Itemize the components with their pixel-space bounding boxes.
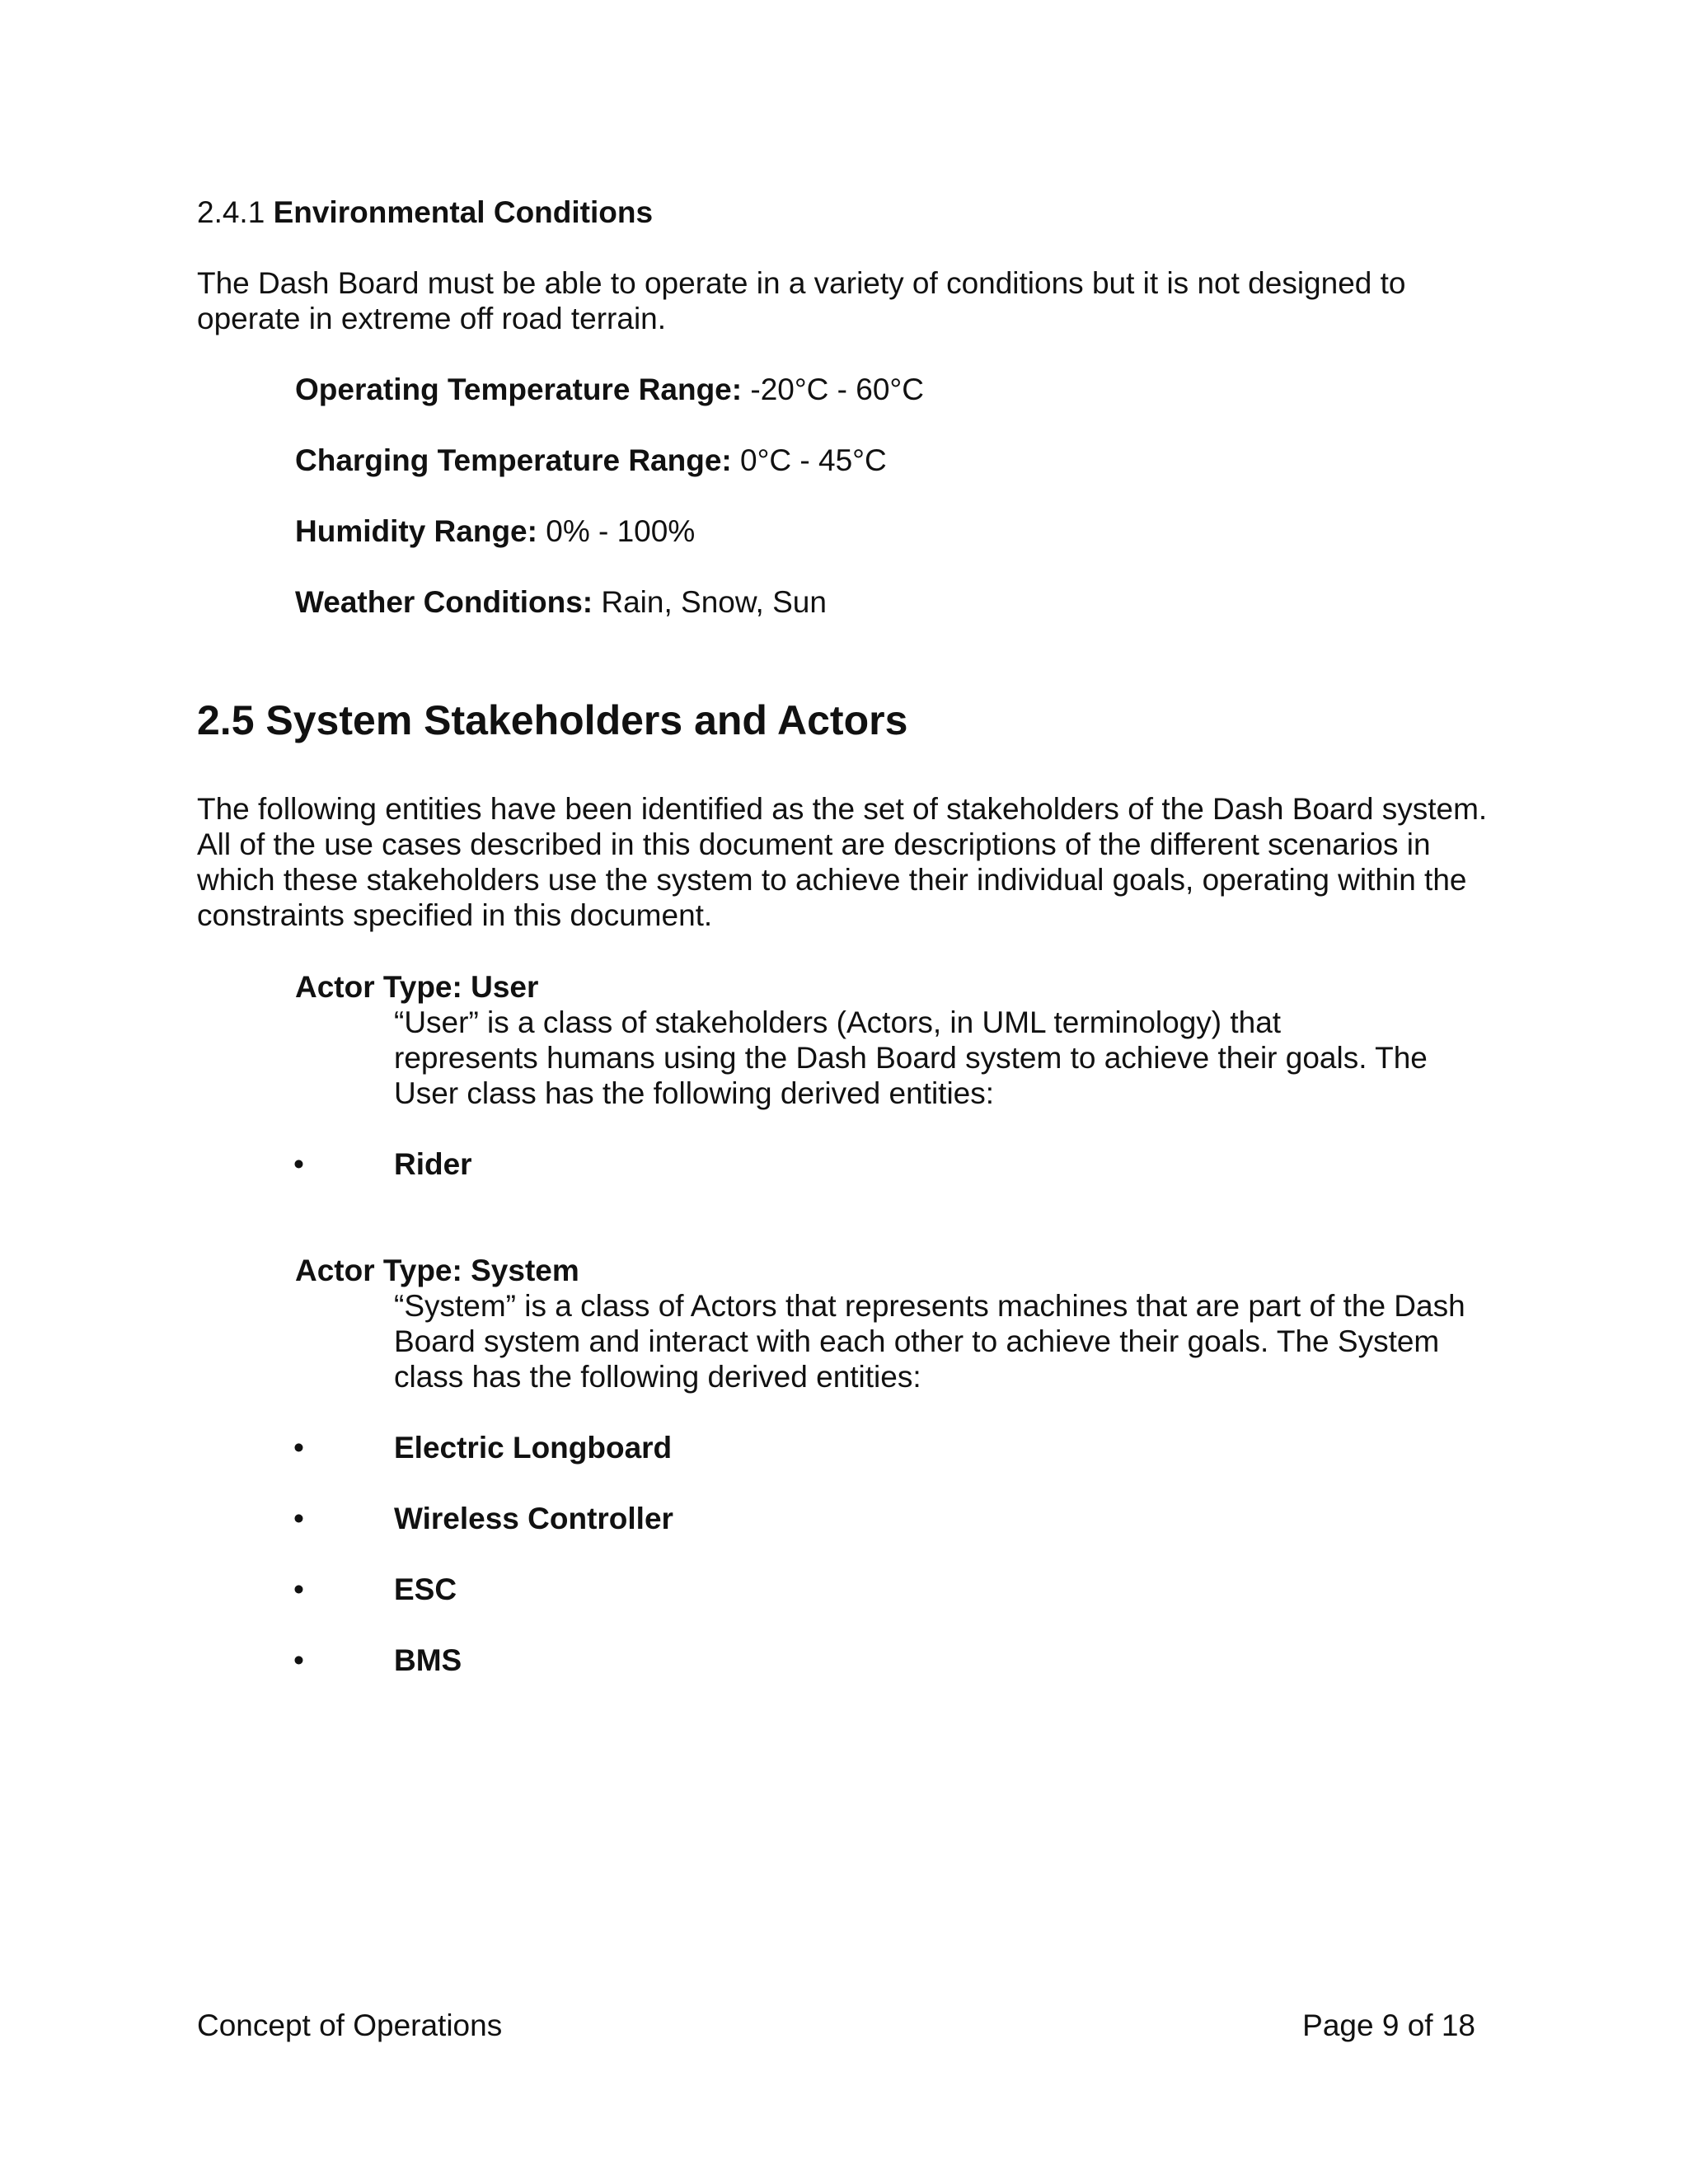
- paragraph-line: The Dash Board must be able to operate in a variety of conditions but it is not designed to: [197, 266, 1406, 300]
- condition-label: Humidity Range:: [295, 514, 537, 548]
- stakeholders-intro-paragraph: [197, 791, 1516, 933]
- condition-charging-temperature: [295, 443, 887, 478]
- condition-label: Charging Temperature Range:: [295, 443, 732, 477]
- condition-label: Weather Conditions:: [295, 585, 593, 619]
- paragraph-line: The following entities have been identified as the set of stakeholders of the Dash Board system.: [197, 792, 1488, 826]
- list-item: Rider: [394, 1147, 472, 1181]
- bullet-icon: •: [293, 1147, 304, 1181]
- subsection-title: Environmental Conditions: [273, 195, 654, 229]
- subsection-number: 2.4.1: [197, 195, 265, 229]
- list-item: ESC: [394, 1572, 457, 1606]
- condition-label: Operating Temperature Range:: [295, 373, 743, 406]
- list-item: BMS: [394, 1643, 462, 1677]
- footer-left: Concept of Operations: [197, 2008, 503, 2042]
- condition-weather: [295, 584, 827, 620]
- actor-type-system-title: Actor Type: System: [295, 1254, 579, 1287]
- paragraph-line: constraints specified in this document.: [197, 898, 713, 932]
- description-line: Board system and interact with each other to achieve their goals. The System: [394, 1324, 1440, 1358]
- description-line: represents humans using the Dash Board system to achieve their goals. The: [394, 1041, 1428, 1075]
- bullet-icon: •: [293, 1572, 304, 1606]
- description-line: class has the following derived entities:: [394, 1360, 921, 1394]
- list-item: Electric Longboard: [394, 1431, 673, 1465]
- paragraph-line: All of the use cases described in this document are descriptions of the different scenarios in: [197, 827, 1431, 861]
- condition-value: Rain, Snow, Sun: [601, 585, 827, 619]
- condition-operating-temperature: [295, 372, 924, 407]
- actor-type-system-description: [394, 1288, 1515, 1394]
- bullet-icon: •: [293, 1431, 304, 1465]
- footer-page-number: Page 9 of 18: [1302, 2008, 1475, 2042]
- description-line: User class has the following derived entities:: [394, 1076, 995, 1110]
- list-item: Wireless Controller: [394, 1502, 673, 1535]
- bullet-icon: •: [293, 1502, 304, 1535]
- condition-value: -20°C - 60°C: [750, 373, 924, 406]
- paragraph-line: operate in extreme off road terrain.: [197, 302, 667, 335]
- environment-intro-paragraph: [197, 265, 1516, 336]
- description-line: “System” is a class of Actors that represents machines that are part of the Dash: [394, 1289, 1465, 1323]
- condition-value: 0°C - 45°C: [740, 443, 887, 477]
- condition-value: 0% - 100%: [546, 514, 696, 548]
- actor-type-user-title: Actor Type: User: [295, 970, 539, 1004]
- description-line: “User” is a class of stakeholders (Actors, in UML terminology) that: [394, 1005, 1282, 1039]
- subsection-heading: [197, 194, 653, 230]
- actor-type-user-description: [394, 1005, 1515, 1111]
- condition-humidity: [295, 513, 695, 549]
- paragraph-line: which these stakeholders use the system to achieve their individual goals, operating within the: [197, 863, 1467, 897]
- section-heading: 2.5 System Stakeholders and Actors: [197, 697, 908, 743]
- bullet-icon: •: [293, 1643, 304, 1677]
